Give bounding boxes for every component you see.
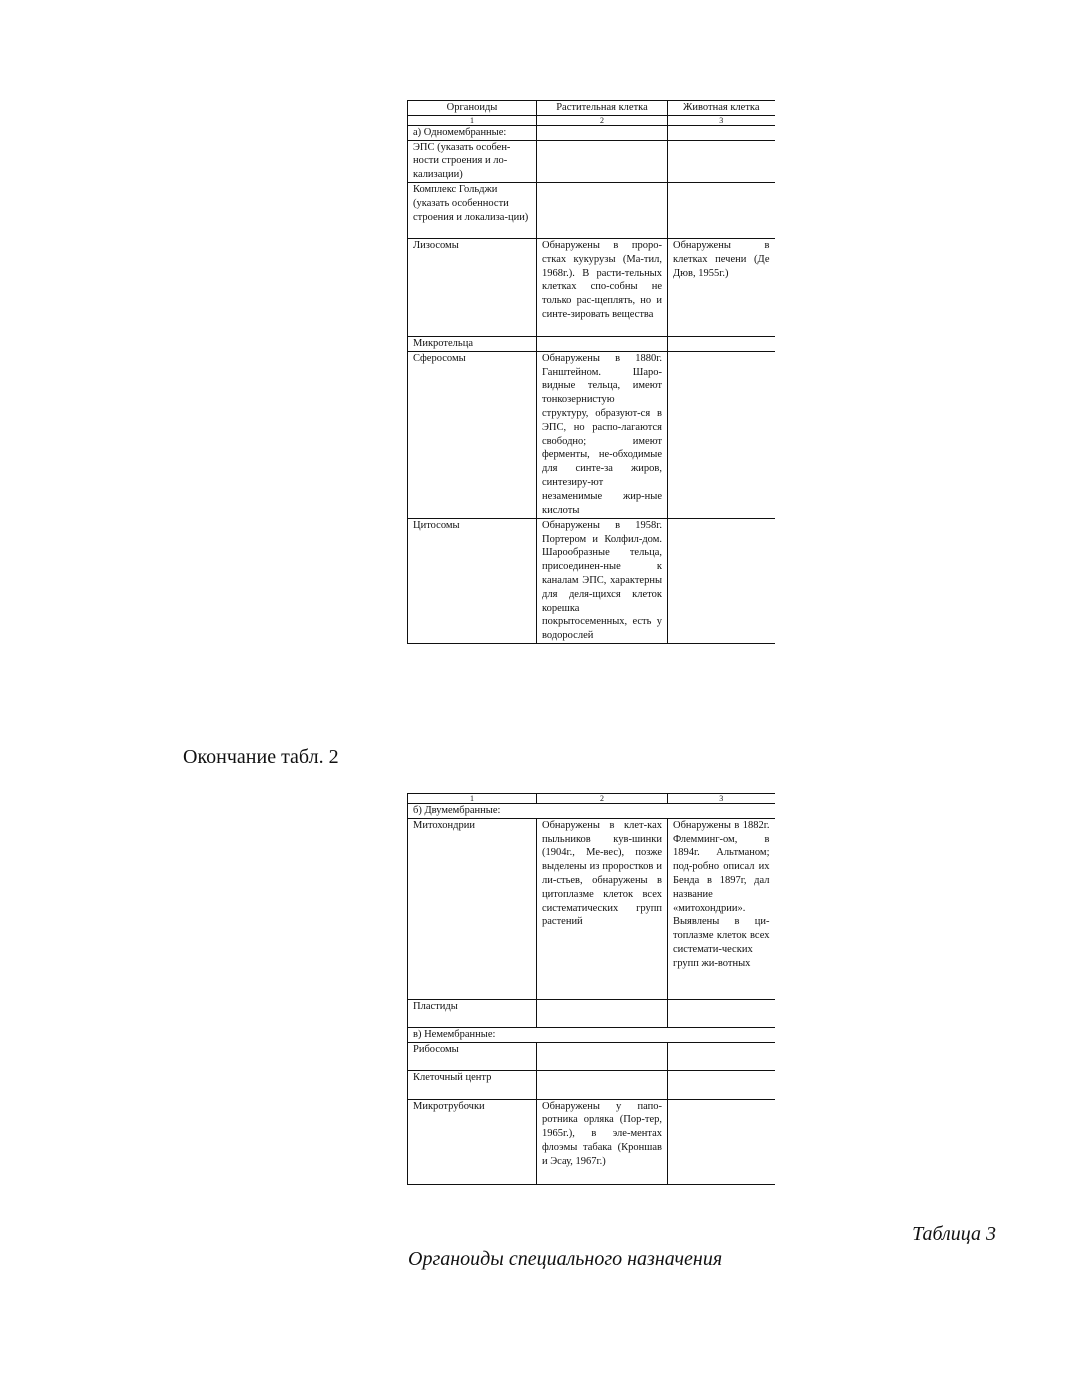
table-header-row: [408, 101, 775, 116]
column-number-row: [408, 794, 775, 804]
organelle-name: Микротельца: [408, 336, 537, 351]
table-row: [408, 818, 775, 999]
animal-cell-cell: Обнаружены в клетках печени (Де Дюв, 1955г.): [668, 238, 775, 336]
animal-cell-cell: [668, 336, 775, 351]
table-row: [408, 238, 775, 336]
animal-cell-cell: [668, 518, 775, 643]
table-title: Органоиды специального назначения: [408, 1248, 723, 1270]
table-row: [408, 1070, 775, 1099]
table-number-label: Таблица 3: [912, 1223, 996, 1245]
organelle-name: Лизосомы: [408, 238, 537, 336]
animal-cell-cell: [668, 1042, 775, 1070]
organelle-name: ЭПС (указать особен-ности строения и ло-кализации): [408, 140, 537, 182]
table-row: [408, 351, 775, 518]
organelle-name: Микротрубочки: [408, 1099, 537, 1184]
organelle-name: Цитосомы: [408, 518, 537, 643]
plant-cell-cell: Обнаружены в 1880г. Ганштейном. Шаро-видные тельца, имеют тонкозернистую структуру, образуют-ся в ЭПС, но распо-лагаются свободно; имеют ферменты, не-обходимые для синте-за жиров, синтезиру-ют незаменимые жир-ные кислоты: [537, 351, 668, 518]
organelle-name: Сферосомы: [408, 351, 537, 518]
plant-cell-cell: [537, 140, 668, 182]
table-row: [408, 1099, 775, 1184]
animal-cell-cell: [668, 1070, 775, 1099]
section-single-membrane: а) Одномембранные:: [408, 125, 537, 140]
column-number: 1: [408, 794, 537, 804]
table-row: [408, 1042, 775, 1070]
column-number: 1: [408, 115, 537, 125]
header-plant-cell: Растительная клетка: [537, 101, 668, 116]
animal-cell-cell: [668, 999, 775, 1027]
column-number-row: [408, 115, 775, 125]
animal-cell-cell: [668, 182, 775, 238]
organelle-name: Пластиды: [408, 999, 537, 1027]
organelles-table-part2: [407, 793, 775, 1185]
column-number: 3: [668, 794, 775, 804]
table-row: [408, 518, 775, 643]
table-row: [408, 140, 775, 182]
section-non-membrane: в) Немембранные:: [408, 1027, 775, 1042]
section-row: [408, 1027, 775, 1042]
organelles-table-part1: [407, 100, 775, 644]
organelle-name: Митохондрии: [408, 818, 537, 999]
animal-cell-cell: [668, 1099, 775, 1184]
animal-cell-cell: [668, 351, 775, 518]
plant-cell-cell: [537, 1042, 668, 1070]
header-animal-cell: Животная клетка: [668, 101, 775, 116]
plant-cell-cell: Обнаружены в клет-ках пыльников кув-шинки (1904г., Ме-вес), позже выделены из проростков и ли-стьев, обнаружены в цитоплазме клеток всех систематических групп растений: [537, 818, 668, 999]
section-row: [408, 125, 775, 140]
table-row: [408, 336, 775, 351]
plant-cell-cell: [537, 336, 668, 351]
table-row: [408, 182, 775, 238]
header-organelles: Органоиды: [408, 101, 537, 116]
plant-cell-cell: [537, 999, 668, 1027]
section-row: [408, 804, 775, 819]
animal-cell-cell: Обнаружены в 1882г. Флемминг-ом, в 1894г. Альтманом; под-робно описал их Бенда в 1897г, дал название «митохондрии». Выявлены в ци-топлазме клеток всех системати-ческих групп жи-вотных: [668, 818, 775, 999]
organelle-name: Рибосомы: [408, 1042, 537, 1070]
column-number: 3: [668, 115, 775, 125]
plant-cell-cell: Обнаружены в проро-стках кукурузы (Ма-тил, 1968г.). В расти-тельных клетках спо-собны не только рас-щеплять, но и синте-зировать вещества: [537, 238, 668, 336]
table-continuation-caption: Окончание табл. 2: [183, 746, 339, 768]
plant-cell-cell: Обнаружены в 1958г. Портером и Колфил-дом. Шарообразные тельца, присоединен-ные к каналам ЭПС, характерны для деля-щихся клеток корешка покрытосеменных, есть у водорослей: [537, 518, 668, 643]
organelle-name: Клеточный центр: [408, 1070, 537, 1099]
organelle-name: Комплекс Гольджи (указать особенности строения и локализа-ции): [408, 182, 537, 238]
plant-cell-cell: [537, 182, 668, 238]
table-row: [408, 999, 775, 1027]
animal-cell-cell: [668, 140, 775, 182]
section-double-membrane: б) Двумембранные:: [408, 804, 775, 819]
plant-cell-cell: [537, 1070, 668, 1099]
plant-cell-cell: Обнаружены у папо-ротника орляка (Пор-тер, 1965г.), в элe-ментах флоэмы табака (Кроншав и Эсау, 1967г.): [537, 1099, 668, 1184]
column-number: 2: [537, 794, 668, 804]
column-number: 2: [537, 115, 668, 125]
